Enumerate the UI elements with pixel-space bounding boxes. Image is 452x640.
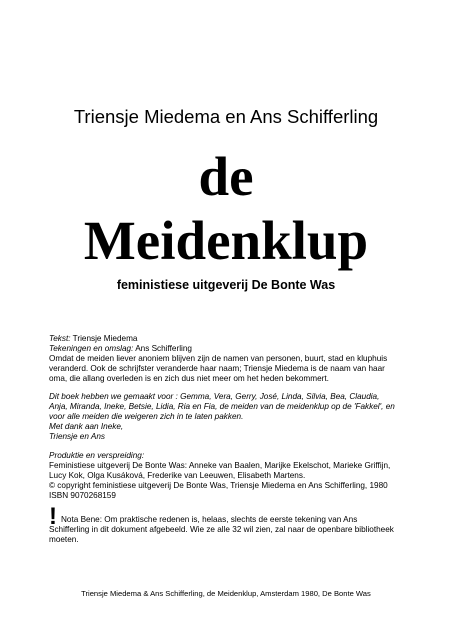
dedication-block xyxy=(49,392,429,442)
book-title-line-2: Meidenklup xyxy=(83,210,369,271)
credits-drawings-line xyxy=(49,344,429,354)
production-line-1: Feministiese uitgeverij De Bonte Was: Anneke van Baalen, Marijke Ekelschot, Marieke Griffijn, xyxy=(49,461,391,470)
dedication-line-1: Dit boek hebben we gemaakt voor : Gemma, Vera, Gerry, José, Linda, Silvia, Bea, Claudia, xyxy=(49,392,380,401)
drawings-value: Ans Schifferling xyxy=(133,344,192,353)
text-label: Tekst: xyxy=(49,334,71,343)
dedication-line-4: Met dank aan Ineke, xyxy=(49,422,124,431)
credits-block xyxy=(49,334,429,384)
nota-bene-line-3: moeten. xyxy=(49,535,79,544)
nota-bene-line-2: Schifferling in dit dokument afgebeeld. Wie ze alle 32 wil zien, zal naar de openbare bibliotheek xyxy=(49,525,394,534)
drawings-label: Tekeningen en omslag: xyxy=(49,344,134,353)
nota-bene-text-1: Nota Bene: Om praktische redenen is, helaas, slechts de eerste tekening van Ans xyxy=(61,515,358,524)
isbn-line: ISBN 9070268159 xyxy=(49,491,116,500)
anonymity-note-line-3: oma, die allang overleden is en zich dus niet meer om het heden bekommert. xyxy=(49,374,329,383)
nota-bene-block xyxy=(49,503,429,545)
book-title xyxy=(0,145,452,273)
dedication-line-2: Anja, Miranda, Ineke, Betsie, Lidia, Ria en Fia, de meiden van de meidenklup op de 'Fakkel', en xyxy=(49,402,395,411)
production-heading: Produktie en verspreiding: xyxy=(49,451,145,460)
dedication-line-5: Triensje en Ans xyxy=(49,432,105,441)
exclamation-icon: ! xyxy=(49,503,57,530)
copyright-line: © copyright feministiese uitgeverij De Bonte Was, Triensje Miedema en Ans Schifferling, 1980 xyxy=(49,481,388,490)
credits-text-line xyxy=(49,334,429,344)
text-value: Triensje Miedema xyxy=(70,334,138,343)
authors-heading: Triensje Miedema en Ans Schifferling xyxy=(73,106,379,127)
page-footer: Triensje Miedema & Ans Schifferling, de Meidenklup, Amsterdam 1980, De Bonte Was xyxy=(81,589,371,598)
book-title-line-1: de xyxy=(198,146,254,207)
dedication-line-3: voor alle meiden die weigeren zich in te laten pakken. xyxy=(49,412,244,421)
production-block xyxy=(49,451,429,501)
production-line-2: Lucy Kok, Olga Kusáková, Frederike van Leeuwen, Elisabeth Martens. xyxy=(49,471,306,480)
anonymity-note-line-2: veranderd. Ook de schrijfster veranderde haar naam; Triensje Miedema is de naam van haar xyxy=(49,364,385,373)
publisher-line: feministiese uitgeverij De Bonte Was xyxy=(116,278,336,292)
anonymity-note-line-1: Omdat de meiden liever anoniem blijven zijn de namen van personen, buurt, stad en kluphuis xyxy=(49,354,388,363)
